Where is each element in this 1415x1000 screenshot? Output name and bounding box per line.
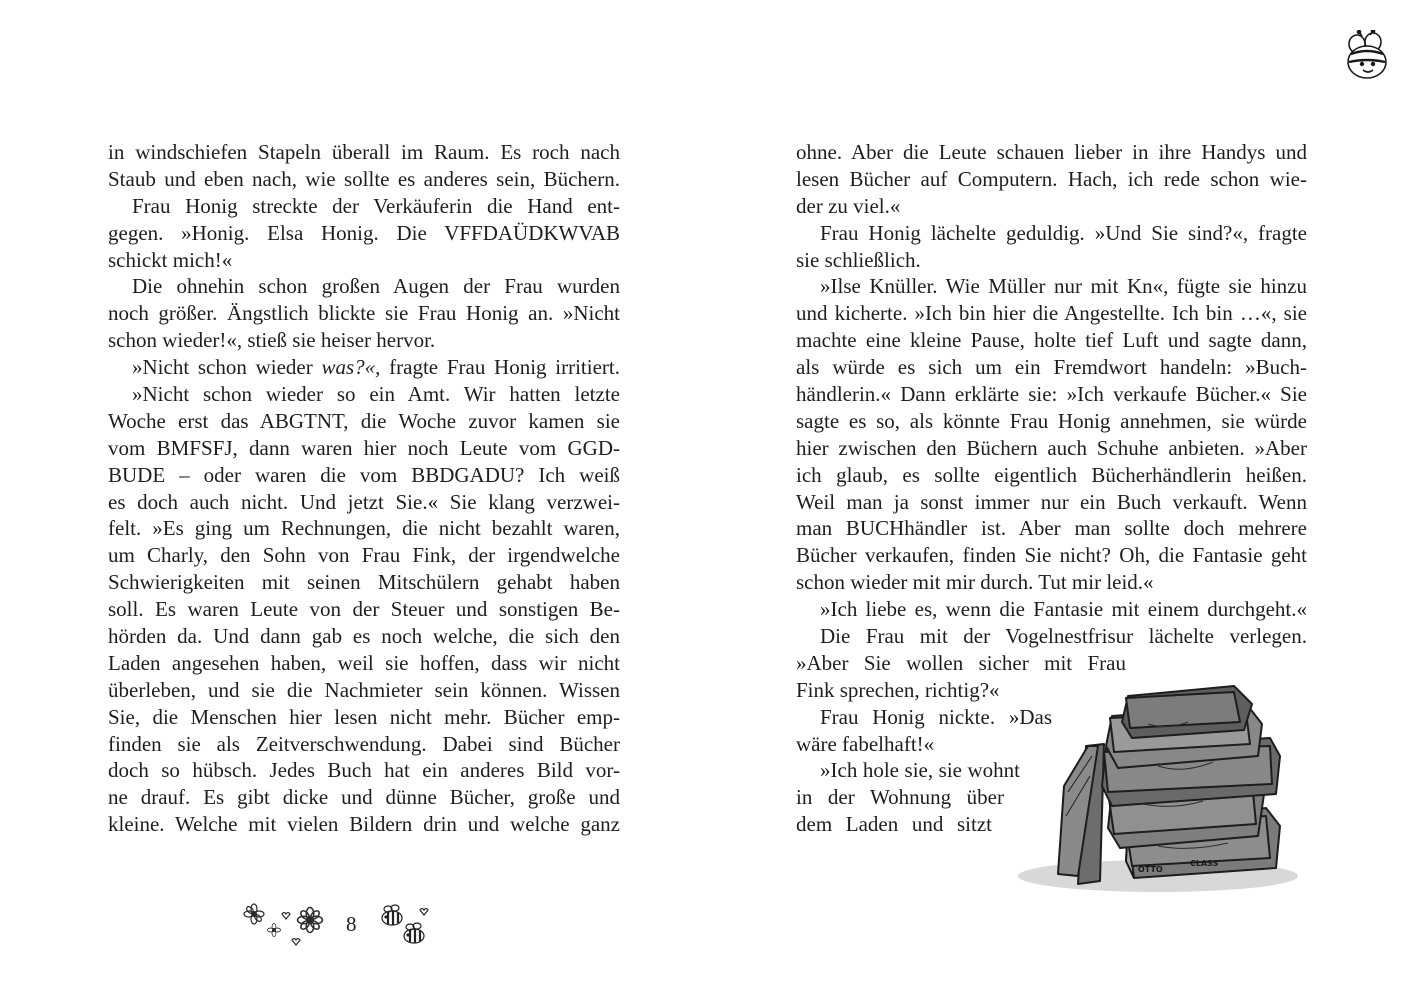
- text-line: Weil man ja sonst immer nur ein Buch verkauft. Wenn: [796, 489, 1307, 514]
- text-line: hier zwischen den Büchern auch Schuhe anbieten. »Aber: [796, 435, 1307, 460]
- text-line: der zu viel.«: [796, 193, 901, 218]
- text-line: finden sie als Zeitverschwendung. Dabei sind Bücher: [108, 731, 620, 756]
- text-line: doch so hübsch. Jedes Buch hat ein anderes Bild vor-: [108, 758, 620, 783]
- text-line: es doch auch nicht. Und jetzt Sie.« Sie klang verzwei-: [108, 489, 620, 514]
- text-line: und kicherte. »Ich bin hier die Angestellte. Ich bin …«, sie: [796, 301, 1307, 326]
- text-line: gegen. »Honig. Elsa Honig. Die VFFDAÜDKWVAB: [108, 220, 620, 245]
- text-line: ich glaub, es sollte eigentlich Bücherhändlerin heißen.: [796, 462, 1307, 487]
- book-label-otto: OTTO: [1138, 865, 1163, 874]
- text-line: als würde es sich um ein Fremdwort handeln: »Buch-: [796, 355, 1307, 380]
- text-line: sagte es so, als könnte Frau Honig annehmen, sie würde: [796, 408, 1307, 433]
- left-page: [0, 0, 707, 1000]
- text-line: Fink sprechen, richtig?«: [796, 677, 1000, 702]
- text-line: Frau Honig streckte der Verkäuferin die Hand ent-: [132, 193, 620, 218]
- text-line: soll. Es waren Leute von der Steuer und sonstigen Be-: [108, 597, 620, 622]
- bees-icon: [378, 904, 438, 948]
- text-line: Laden angesehen haben, weil sie hoffen, dass wir nicht: [108, 650, 620, 675]
- text-line: lesen Bücher auf Computern. Hach, ich rede schon wie-: [796, 166, 1307, 191]
- text-line: ohne. Aber die Leute schauen lieber in ihre Handys und: [796, 140, 1307, 164]
- left-page-text: [108, 139, 620, 838]
- text-line: schon wieder mit mir durch. Tut mir leid.«: [796, 570, 1154, 595]
- text-line: schickt mich!«: [108, 247, 233, 272]
- text-line: »Ilse Knüller. Wie Müller nur mit Kn«, fügte sie hinzu: [820, 274, 1307, 299]
- page-number: 8: [346, 912, 357, 936]
- flowers-icon: [238, 900, 333, 950]
- text-line: Frau Honig nickte. »Das: [820, 704, 1052, 729]
- text-line: Die ohnehin schon großen Augen der Frau wurden: [132, 274, 620, 299]
- text-run: fragte Frau Honig irritiert.: [380, 355, 620, 380]
- text-line: noch größer. Ängstlich blickte sie Frau Honig an. »Nicht: [108, 301, 620, 326]
- text-line: Sie, die Menschen hier lesen nicht mehr. Bücher emp-: [108, 704, 620, 729]
- text-line: Staub und eben nach, wie sollte es anderes sein, Büchern.: [108, 166, 620, 191]
- text-line: Woche erst das ABGTNT, die Woche zuvor kamen sie: [108, 408, 620, 433]
- text-line: um Charly, den Sohn von Frau Fink, der irgendwelche: [108, 543, 620, 568]
- text-line: überleben, und sie die Nachmieter sein können. Wissen: [108, 677, 620, 702]
- text-line: Bücher verkaufen, finden Sie nicht? Oh, die Fantasie geht: [796, 543, 1307, 568]
- text-line: »Ich liebe es, wenn die Fantasie mit einem durchgeht.«: [820, 597, 1307, 622]
- text-line: »Ich hole sie, sie wohnt: [820, 758, 1020, 783]
- text-line: in windschiefen Stapeln überall im Raum. Es roch nach: [108, 140, 620, 164]
- text-line: kleine. Welche mit vielen Bildern drin und welche ganz: [108, 812, 620, 837]
- italic-text: was?«,: [321, 355, 381, 380]
- text-line: dem Laden und sitzt: [796, 812, 992, 837]
- bee-face-icon: [1342, 30, 1392, 82]
- text-line: »Nicht schon wieder so ein Amt. Wir hatten letzte: [132, 382, 620, 407]
- text-run: »Nicht schon wieder: [132, 355, 322, 380]
- text-line: felt. »Es ging um Rechnungen, die nicht bezahlt waren,: [108, 516, 620, 541]
- text-line: ne drauf. Es gibt dicke und dünne Bücher, große und: [108, 785, 620, 810]
- text-line: »Aber Sie wollen sicher mit Frau: [796, 650, 1126, 675]
- text-line: Die Frau mit der Vogelnestfrisur lächelte verlegen.: [820, 624, 1307, 649]
- book-label-class: CLASS: [1190, 859, 1219, 868]
- text-line: händlerin.« Dann erklärte sie: »Ich verkaufe Bücher.« Sie: [796, 382, 1307, 407]
- book-stack-illustration: [1008, 676, 1300, 898]
- text-line: schon wieder!«, stieß sie heiser hervor.: [108, 328, 436, 353]
- text-line: wäre fabelhaft!«: [796, 731, 935, 756]
- text-line: sie schließlich.: [796, 247, 921, 272]
- text-line: vom BMFSFJ, dann waren hier noch Leute vom GGD-: [108, 435, 620, 460]
- text-line: BUDE – oder waren die vom BBDGADU? Ich weiß: [108, 462, 620, 487]
- text-line: Frau Honig lächelte geduldig. »Und Sie sind?«, fragte: [820, 220, 1307, 245]
- text-line: man BUCHhändler ist. Aber man sollte doch mehrere: [796, 516, 1307, 541]
- text-line: hörden da. Und dann gab es noch welche, die sich den: [108, 624, 620, 649]
- text-line: Schwierigkeiten mit seinen Mitschülern gehabt haben: [108, 570, 620, 595]
- text-line: in der Wohnung über: [796, 785, 1004, 810]
- text-line: machte eine kleine Pause, holte tief Luft und sagte dann,: [796, 328, 1307, 353]
- text-line-mixed: [108, 354, 620, 381]
